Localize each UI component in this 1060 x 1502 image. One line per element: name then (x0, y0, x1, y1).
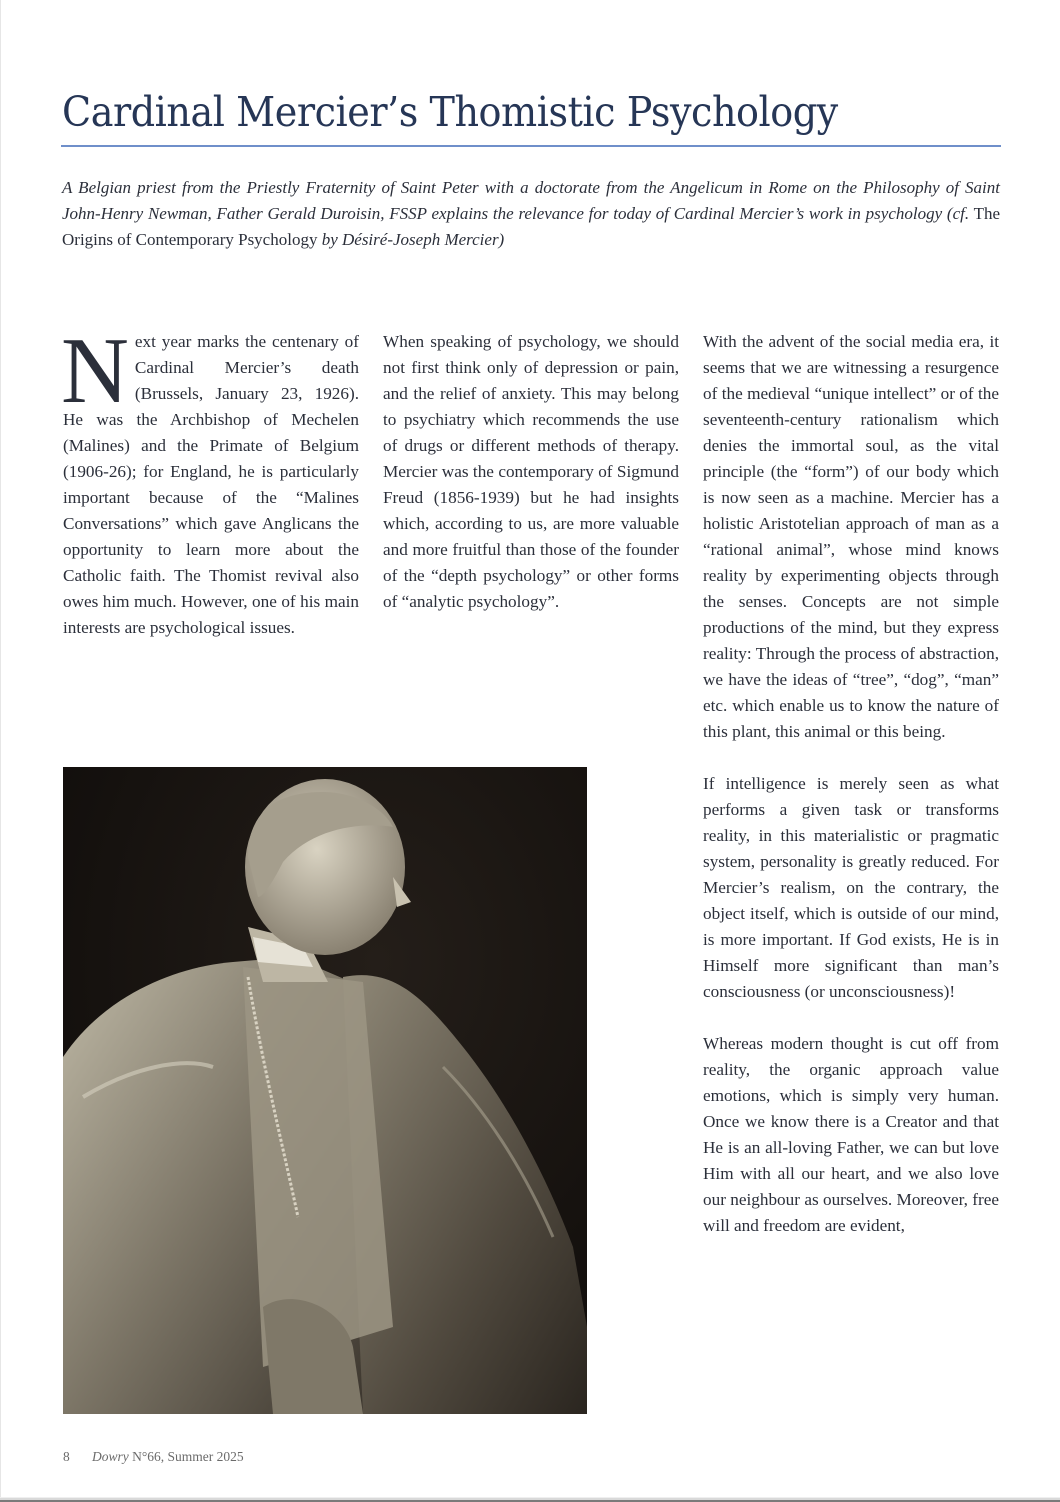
drop-cap: N (61, 319, 129, 423)
title-divider (61, 145, 1001, 147)
paragraph: With the advent of the social media era, it seems that we are witnessing a resurgence of the medieval “unique intellect” or of the seventeenth-century rationalism which denies the immortal soul, as the vital principle (the “form”) of our body which is now seen as a machine. Mercier has a holistic Aristotelian approach of man as a “rational animal”, whose mind knows reality by experimenting objects through the senses. Concepts are not simple productions of the mind, but they express reality: Through the process of abstraction, we have the ideas of “tree”, “dog”, “man” etc. which enable us to know the nature of this plant, this animal or this being. (703, 332, 999, 741)
paragraph: If intelligence is merely seen as what performs a given task or transforms reality, in this materialistic or pragmatic system, personality is greatly reduced. For Mercier’s realism, on the contrary, the object itself, which is outside of our mind, is more important. If God exists, He is in Himself more significant than man’s consciousness (or unconsciousness)! (703, 774, 999, 1001)
standfirst-lead: A Belgian priest from the Priestly Fraternity of Saint Peter with a doctorate from the Angelicum in Rome on the Philosophy of Saint John-Henry Newman, Father Gerald Duroisin, FSSP explains the relevance for today of Cardinal Mercier’s work in psychology ( (62, 178, 1000, 223)
paragraph-text: ext year marks the centenary of Cardinal Mercier’s death (Brussels, January 23, 1926). He was the Archbishop of Mechelen (Malines) and the Primate of Belgium (1906-26); for England, he is particularly important because of the “Malines Conversations” which gave Anglicans the opportunity to learn more about the Catholic faith. The Thomist revival also owes him much. However, one of his main interests are psychological issues. (63, 332, 359, 637)
standfirst-author: by Désiré-Joseph Mercier) (321, 230, 505, 249)
paragraph: When speaking of psychology, we should not first think only of depression or pain, and the relief of anxiety. This may belong to psychiatry which recommends the use of drugs or different methods of therapy. Mercier was the contemporary of Sigmund Freud (1856-1939) but he had insights which, according to us, are more valuable and more fruitful than those of the founder of the “depth psychology” or other forms of “analytic psychology”. (383, 332, 679, 611)
body-column-2 (383, 329, 679, 615)
standfirst-cf: cf. (952, 204, 970, 223)
portrait-image-icon (63, 767, 587, 1414)
page-edge (0, 0, 1, 1498)
page-bottom-edge (0, 1497, 1060, 1502)
article-standfirst (62, 175, 1000, 253)
article-title: Cardinal Mercier’s Thomistic Psychology (62, 88, 838, 136)
standfirst-book-title: The Origins of Contemporary Psychology (62, 204, 1000, 249)
portrait-photo (63, 767, 587, 1414)
page-footer (63, 1449, 244, 1465)
issue-info: N°66, Summer 2025 (128, 1449, 244, 1464)
paragraph: Whereas modern thought is cut off from reality, the organic approach value emotions, which is simply very human. Once we know there is a Creator and that He is an all-loving Father, we can but love Him with all our heart, and we also love our neighbour as ourselves. Moreover, free will and freedom are evident, (703, 1034, 999, 1235)
body-column-3 (703, 329, 999, 1239)
page-number: 8 (63, 1449, 70, 1464)
body-column-1 (61, 319, 359, 641)
paragraph (61, 319, 359, 641)
magazine-name: Dowry (92, 1449, 129, 1464)
